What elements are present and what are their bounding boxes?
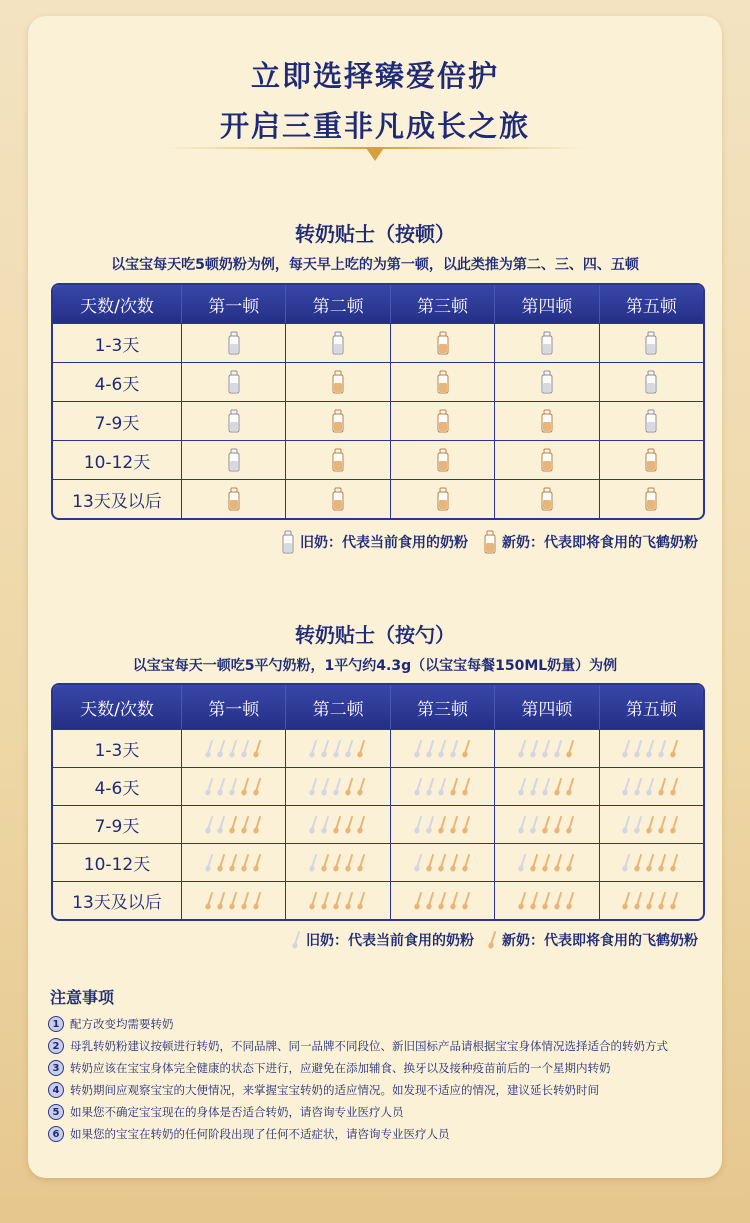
new-bottle-icon (286, 402, 390, 440)
new-spoon-icon (217, 892, 227, 910)
old-spoon-icon (321, 778, 331, 796)
legend-new-text: 新奶：代表即将食用的飞鹤奶粉 (502, 535, 698, 551)
spoon-cell (182, 844, 286, 881)
new-spoon-icon (566, 892, 576, 910)
spoon-cell (600, 768, 703, 805)
old-spoon-icon (518, 740, 528, 758)
row-label: 7-9天 (53, 402, 182, 440)
spoon-cell (391, 730, 495, 767)
new-spoon-icon (345, 854, 355, 872)
old-spoon-icon (321, 816, 331, 834)
section1-subtitle: 以宝宝每天吃5顿奶粉为例，每天早上吃的为第一顿，以此类推为第二、三、四、五顿 (111, 257, 639, 273)
spoon-cell (600, 844, 703, 881)
new-spoon-icon (205, 892, 215, 910)
new-spoon-icon (462, 778, 472, 796)
old-spoon-icon (530, 778, 540, 796)
old-spoon-icon (634, 740, 644, 758)
new-spoon-icon (438, 816, 448, 834)
spoon-cell (182, 768, 286, 805)
spoon-legend (292, 930, 698, 950)
old-spoon-icon (518, 778, 528, 796)
new-spoon-icon (658, 854, 668, 872)
gold-triangle-icon (366, 148, 384, 161)
new-spoon-icon (554, 816, 564, 834)
table-row (53, 362, 703, 401)
new-spoon-icon (670, 740, 680, 758)
spoon-cell (286, 844, 390, 881)
new-spoon-icon (530, 892, 540, 910)
spoon-cell (495, 730, 599, 767)
new-spoon-icon (438, 892, 448, 910)
old-spoon-icon (414, 816, 424, 834)
old-spoon-icon (622, 816, 632, 834)
table-row (53, 805, 703, 843)
new-spoon-icon (450, 816, 460, 834)
new-spoon-icon (333, 892, 343, 910)
new-bottle-icon (495, 480, 599, 518)
spoon-cell (182, 806, 286, 843)
table-row (53, 881, 703, 919)
new-spoon-icon (426, 892, 436, 910)
note-number-badge: 4 (48, 1082, 64, 1098)
old-spoon-icon (217, 816, 227, 834)
new-spoon-icon (542, 816, 552, 834)
column-header: 第四顿 (495, 285, 599, 323)
legend-old-text: 旧奶：代表当前食用的奶粉 (300, 535, 468, 551)
new-spoon-icon (554, 778, 564, 796)
new-spoon-icon (462, 854, 472, 872)
hero-line-2: 开启三重非凡成长之旅 (219, 109, 530, 143)
old-spoon-icon (542, 740, 552, 758)
new-spoon-icon (229, 854, 239, 872)
old-spoon-icon (345, 740, 355, 758)
note-item (48, 1038, 668, 1054)
new-spoon-icon (566, 854, 576, 872)
new-bottle-icon (391, 480, 495, 518)
new-spoon-icon (241, 816, 251, 834)
section2-subtitle: 以宝宝每天一顿吃5平勺奶粉，1平勺约4.3g（以宝宝每餐150ML奶量）为例 (132, 658, 618, 674)
new-spoon-icon (217, 854, 227, 872)
new-spoon-icon (450, 892, 460, 910)
column-header: 第一顿 (182, 685, 286, 729)
old-spoon-icon (333, 778, 343, 796)
note-text: 转奶期间应观察宝宝的大便情况，来掌握宝宝转奶的适应情况。如发现不适应的情况，建议延长转奶时间 (70, 1083, 599, 1097)
note-text: 母乳转奶粉建议按顿进行转奶，不同品牌、同一品牌不同段位、新旧国标产品请根据宝宝身体情况选择适合的转奶方式 (70, 1039, 668, 1053)
new-spoon-icon (554, 892, 564, 910)
old-bottle-icon (182, 402, 286, 440)
spoon-cell (600, 730, 703, 767)
old-spoon-icon (622, 778, 632, 796)
new-spoon-icon (241, 854, 251, 872)
column-header: 第五顿 (625, 296, 677, 317)
legend-new-text: 新奶：代表即将食用的飞鹤奶粉 (502, 933, 698, 949)
note-item (48, 1104, 404, 1120)
old-bottle-icon (182, 441, 286, 479)
spoon-cell (600, 806, 703, 843)
meal-legend (280, 530, 698, 554)
new-spoon-icon (634, 854, 644, 872)
new-spoon-icon (566, 740, 576, 758)
old-spoon-icon (530, 816, 540, 834)
old-spoon-icon (229, 740, 239, 758)
row-label: 7-9天 (53, 806, 182, 843)
new-spoon-icon (450, 854, 460, 872)
note-text: 如果您不确定宝宝现在的身体是否适合转奶，请咨询专业医疗人员 (70, 1105, 404, 1119)
new-spoon-icon (634, 892, 644, 910)
new-spoon-icon (357, 892, 367, 910)
new-bottle-icon (391, 324, 495, 362)
note-item (48, 1126, 450, 1142)
new-spoon-icon (321, 854, 331, 872)
new-spoon-icon (229, 892, 239, 910)
old-spoon-icon (438, 778, 448, 796)
spoon-cell (495, 806, 599, 843)
table-row (53, 479, 703, 518)
old-spoon-icon (414, 740, 424, 758)
new-spoon-icon (462, 892, 472, 910)
new-spoon-icon (241, 892, 251, 910)
old-spoon-icon (554, 740, 564, 758)
new-spoon-icon (554, 854, 564, 872)
new-bottle-icon (391, 441, 495, 479)
column-header: 第三顿 (391, 685, 495, 729)
new-spoon-icon (357, 778, 367, 796)
old-spoon-icon (309, 854, 319, 872)
new-spoon-icon (670, 778, 680, 796)
row-label: 4-6天 (53, 768, 182, 805)
column-header: 第五顿 (625, 699, 677, 720)
table-row (53, 767, 703, 805)
spoon-table-header (53, 685, 703, 729)
old-spoon-icon (622, 740, 632, 758)
new-spoon-icon (530, 854, 540, 872)
new-spoon-icon (622, 892, 632, 910)
new-spoon-icon (658, 778, 668, 796)
new-spoon-icon (658, 816, 668, 834)
spoon-cell (495, 882, 599, 919)
old-spoon-icon (426, 816, 436, 834)
old-spoon-icon (634, 816, 644, 834)
row-label: 13天及以后 (53, 882, 182, 919)
old-bottle-icon (495, 363, 599, 401)
old-spoon-icon (292, 931, 302, 949)
new-spoon-icon (345, 778, 355, 796)
old-bottle-icon (182, 324, 286, 362)
column-header: 第四顿 (495, 685, 599, 729)
note-item (48, 1016, 174, 1032)
column-header: 天数/次数 (53, 685, 182, 729)
old-bottle-icon (600, 324, 703, 362)
table-row (53, 440, 703, 479)
row-label: 10-12天 (53, 844, 182, 881)
old-spoon-icon (229, 778, 239, 796)
new-spoon-icon (488, 931, 498, 949)
table-row (53, 729, 703, 767)
column-header: 第二顿 (286, 685, 390, 729)
spoon-cell (391, 768, 495, 805)
new-spoon-icon (345, 892, 355, 910)
note-item (48, 1060, 611, 1076)
spoon-cell (495, 768, 599, 805)
old-spoon-icon (321, 740, 331, 758)
new-spoon-icon (646, 892, 656, 910)
new-spoon-icon (518, 892, 528, 910)
new-bottle-icon (482, 530, 498, 554)
new-bottle-icon (600, 441, 703, 479)
new-spoon-icon (321, 892, 331, 910)
old-bottle-icon (495, 324, 599, 362)
old-bottle-icon (600, 363, 703, 401)
old-spoon-icon (333, 740, 343, 758)
new-spoon-icon (333, 816, 343, 834)
note-number-badge: 5 (48, 1104, 64, 1120)
column-header: 第二顿 (286, 285, 390, 323)
spoon-cell (391, 882, 495, 919)
new-spoon-icon (253, 854, 263, 872)
old-bottle-icon (280, 530, 296, 554)
new-spoon-icon (253, 740, 263, 758)
old-spoon-icon (217, 740, 227, 758)
spoon-cell (182, 882, 286, 919)
table-row (53, 401, 703, 440)
new-spoon-icon (309, 892, 319, 910)
new-spoon-icon (542, 854, 552, 872)
spoon-cell (286, 768, 390, 805)
new-spoon-icon (670, 854, 680, 872)
old-spoon-icon (542, 778, 552, 796)
new-spoon-icon (253, 892, 263, 910)
new-bottle-icon (182, 480, 286, 518)
row-label: 1-3天 (53, 730, 182, 767)
new-spoon-icon (438, 854, 448, 872)
new-spoon-icon (426, 854, 436, 872)
new-spoon-icon (670, 892, 680, 910)
new-bottle-icon (495, 441, 599, 479)
column-header: 第一顿 (182, 285, 286, 323)
old-spoon-icon (309, 778, 319, 796)
old-spoon-icon (438, 740, 448, 758)
note-text: 配方改变均需要转奶 (70, 1017, 174, 1031)
note-number-badge: 1 (48, 1016, 64, 1032)
hero-line-1: 立即选择臻爱倍护 (250, 59, 499, 93)
old-spoon-icon (205, 740, 215, 758)
spoon-cell (286, 806, 390, 843)
old-spoon-icon (658, 740, 668, 758)
spoon-cell (286, 730, 390, 767)
table-row (53, 843, 703, 881)
old-spoon-icon (309, 740, 319, 758)
new-spoon-icon (462, 740, 472, 758)
meal-table-header (53, 285, 703, 323)
old-spoon-icon (646, 740, 656, 758)
table-row (53, 323, 703, 362)
new-spoon-icon (357, 740, 367, 758)
column-header: 第三顿 (391, 285, 495, 323)
new-spoon-icon (450, 778, 460, 796)
spoon-cell (286, 882, 390, 919)
new-spoon-icon (542, 892, 552, 910)
column-header: 天数/次数 (53, 285, 182, 323)
note-item (48, 1082, 599, 1098)
old-spoon-icon (205, 816, 215, 834)
old-spoon-icon (518, 854, 528, 872)
note-number-badge: 3 (48, 1060, 64, 1076)
new-spoon-icon (357, 854, 367, 872)
new-bottle-icon (391, 402, 495, 440)
notes-title: 注意事项 (50, 988, 115, 1007)
new-spoon-icon (646, 816, 656, 834)
note-number-badge: 2 (48, 1038, 64, 1054)
old-bottle-icon (286, 324, 390, 362)
spoon-cell (391, 844, 495, 881)
new-spoon-icon (253, 816, 263, 834)
old-spoon-icon (530, 740, 540, 758)
new-bottle-icon (286, 441, 390, 479)
new-bottle-icon (600, 480, 703, 518)
new-spoon-icon (357, 816, 367, 834)
old-bottle-icon (182, 363, 286, 401)
new-bottle-icon (495, 402, 599, 440)
new-spoon-icon (345, 816, 355, 834)
note-text: 转奶应该在宝宝身体完全健康的状态下进行，应避免在添加辅食、换牙以及接种疫苗前后的一个星期内转奶 (70, 1061, 611, 1075)
old-spoon-icon (646, 778, 656, 796)
content-card (28, 16, 722, 1178)
new-spoon-icon (414, 892, 424, 910)
row-label: 1-3天 (53, 324, 182, 362)
old-spoon-icon (450, 740, 460, 758)
old-spoon-icon (414, 854, 424, 872)
new-spoon-icon (253, 778, 263, 796)
old-spoon-icon (205, 778, 215, 796)
new-spoon-icon (658, 892, 668, 910)
row-label: 10-12天 (53, 441, 182, 479)
new-spoon-icon (229, 816, 239, 834)
spoon-cell (182, 730, 286, 767)
row-label: 13天及以后 (53, 480, 182, 518)
old-bottle-icon (600, 402, 703, 440)
new-spoon-icon (566, 816, 576, 834)
new-spoon-icon (241, 778, 251, 796)
new-spoon-icon (333, 854, 343, 872)
new-bottle-icon (286, 363, 390, 401)
old-spoon-icon (217, 778, 227, 796)
new-spoon-icon (646, 854, 656, 872)
new-spoon-icon (462, 816, 472, 834)
new-bottle-icon (391, 363, 495, 401)
old-spoon-icon (426, 740, 436, 758)
old-spoon-icon (426, 778, 436, 796)
old-spoon-icon (241, 740, 251, 758)
old-spoon-icon (518, 816, 528, 834)
old-spoon-icon (414, 778, 424, 796)
section2-title: 转奶贴士（按勺） (295, 623, 455, 647)
row-label: 4-6天 (53, 363, 182, 401)
note-number-badge: 6 (48, 1126, 64, 1142)
note-text: 如果您的宝宝在转奶的任何阶段出现了任何不适症状，请咨询专业医疗人员 (70, 1127, 450, 1141)
spoon-table (51, 683, 705, 921)
legend-old-text: 旧奶：代表当前食用的奶粉 (306, 933, 474, 949)
meal-table (51, 283, 705, 520)
new-spoon-icon (670, 816, 680, 834)
spoon-cell (391, 806, 495, 843)
old-spoon-icon (634, 778, 644, 796)
old-spoon-icon (205, 854, 215, 872)
section1-title: 转奶贴士（按顿） (295, 222, 455, 246)
new-spoon-icon (566, 778, 576, 796)
old-spoon-icon (309, 816, 319, 834)
new-bottle-icon (286, 480, 390, 518)
spoon-cell (600, 882, 703, 919)
spoon-cell (495, 844, 599, 881)
old-spoon-icon (622, 854, 632, 872)
